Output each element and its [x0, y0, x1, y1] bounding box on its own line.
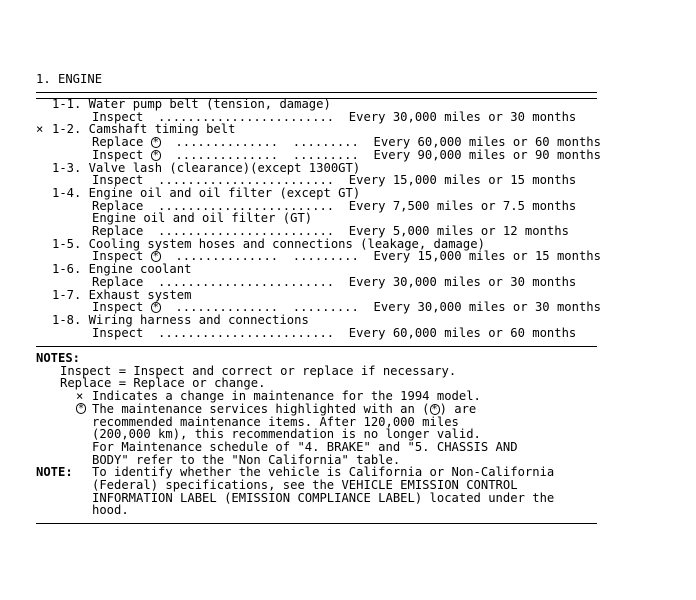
notes-line: For Maintenance schedule of "4. BRAKE" and "5. CHASSIS AND — [92, 439, 518, 454]
note-line: INFORMATION LABEL (EMISSION COMPLIANCE LABEL) located under the — [92, 490, 555, 505]
circled-star-icon: * — [152, 137, 159, 149]
note-line: To identify whether the vehicle is California or Non-California — [92, 465, 555, 480]
circled-star-icon: * — [152, 149, 159, 161]
rule-top — [36, 92, 597, 93]
change-mark-icon: × — [76, 389, 84, 404]
schedule-subline: Inspect ........................ Every 30,000 miles or 30 months — [92, 109, 577, 124]
notes-line: BODY" refer to the "Non California" table. — [92, 452, 401, 467]
note-heading: NOTE: — [36, 465, 73, 480]
schedule-subline: Replace * .............. ......... Every 60,000 miles or 60 months — [92, 135, 601, 150]
notes-heading: NOTES: — [36, 351, 81, 365]
note-line: hood. — [92, 503, 129, 518]
notes-line: recommended maintenance items. After 120,000 miles — [92, 414, 459, 429]
circled-star-icon: * — [78, 402, 85, 414]
section-title: 1. ENGINE — [36, 72, 103, 86]
change-mark-icon: × — [36, 122, 44, 137]
schedule-subline: Inspect * .............. ......... Every 90,000 miles or 90 months — [92, 147, 601, 162]
schedule-item: 1-6. Engine coolant — [52, 262, 192, 277]
notes-line: Inspect = Inspect and correct or replace if necessary. — [60, 363, 457, 378]
schedule-subline: Inspect * .............. ......... Every 30,000 miles or 30 months — [92, 300, 601, 315]
notes-line: * The maintenance services highlighted with an ( * ) are — [78, 401, 477, 416]
notes-line: Replace = Replace or change. — [60, 376, 266, 391]
schedule-item: 1-4. Engine oil and oil filter (except GT) — [52, 185, 361, 200]
notes-line: (200,000 km), this recommendation is no longer valid. — [92, 427, 481, 442]
schedule-item: 1-2. Camshaft timing belt × — [36, 122, 236, 137]
rule-bottom — [36, 523, 597, 524]
schedule-subline: Inspect ........................ Every 15,000 miles or 15 months — [92, 173, 577, 188]
schedule-subline: Replace ........................ Every 7,500 miles or 7.5 months — [92, 198, 577, 213]
schedule-subline: Replace ........................ Every 30,000 miles or 30 months — [92, 274, 577, 289]
schedule-subline: Engine oil and oil filter (GT) — [92, 211, 313, 226]
schedule-item: 1-7. Exhaust system — [52, 287, 192, 302]
schedule-item: 1-5. Cooling system hoses and connections (leakage, damage) — [52, 236, 485, 251]
circled-star-icon: * — [431, 403, 438, 415]
note-line: (Federal) specifications, see the VEHICLE EMISSION CONTROL — [92, 478, 518, 492]
circled-star-icon: * — [152, 251, 159, 263]
schedule-item: 1-3. Valve lash (clearance)(except 1300GT) — [52, 160, 361, 175]
circled-star-icon: * — [152, 302, 159, 314]
schedule-item: 1-1. Water pump belt (tension, damage) — [52, 97, 331, 111]
notes-line: × Indicates a change in maintenance for the 1994 model. — [76, 389, 481, 404]
schedule-subline: Replace ........................ Every 5,000 miles or 12 months — [92, 224, 569, 238]
schedule-subline: Inspect ........................ Every 60,000 miles or 60 months — [92, 325, 577, 340]
schedule-item: 1-8. Wiring harness and connections — [52, 312, 309, 327]
rule-mid — [36, 346, 597, 347]
schedule-subline: Inspect * .............. ......... Every 15,000 miles or 15 months — [92, 249, 601, 264]
